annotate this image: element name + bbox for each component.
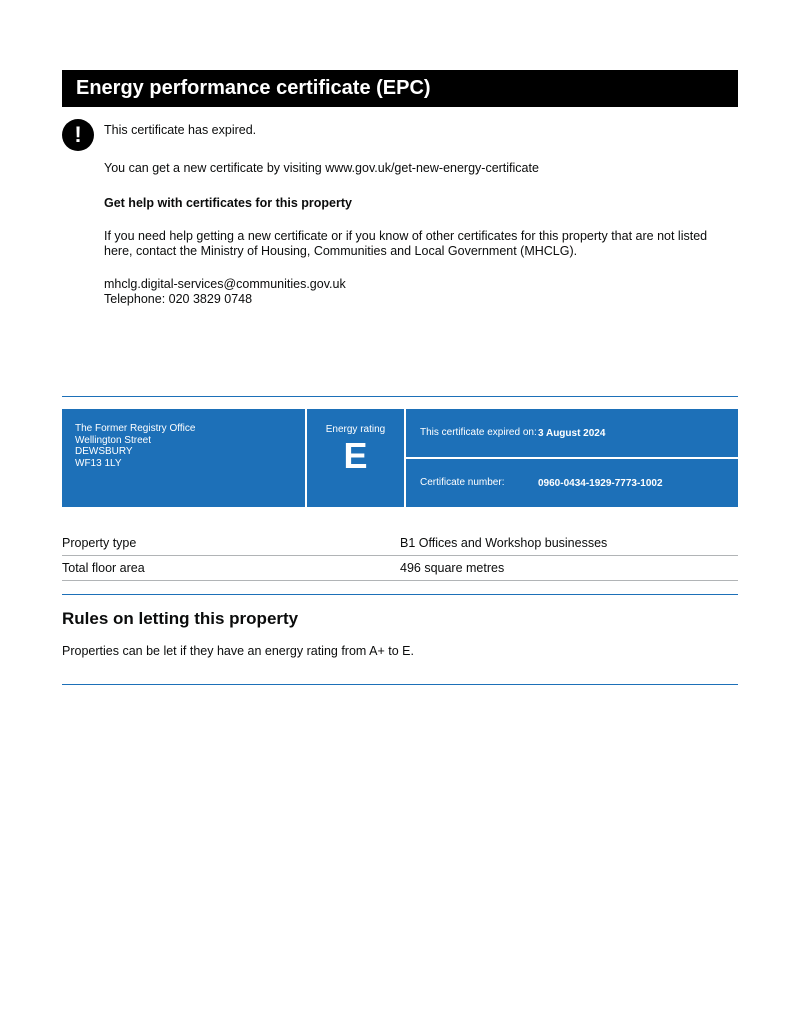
contact-email[interactable]: mhclg.digital-services@communities.gov.uk — [104, 277, 346, 291]
certificate-panel — [62, 409, 738, 507]
expiry-row — [406, 409, 738, 459]
summary-key: Total floor area — [62, 561, 145, 575]
certificate-number-row — [406, 459, 738, 507]
epc-page — [62, 70, 738, 685]
expiry-label: This certificate expired on: — [420, 427, 537, 439]
certificate-number: 0960-0434-1929-7773-1002 — [538, 477, 663, 489]
summary-value: B1 Offices and Workshop businesses — [400, 536, 608, 550]
energy-rating-value: E — [343, 435, 368, 476]
section-divider — [62, 684, 738, 685]
expiry-warning — [62, 119, 738, 307]
certificate-number-label: Certificate number: — [420, 477, 505, 489]
expired-text: This certificate has expired. — [104, 123, 257, 137]
address-line: WF13 1LY — [75, 457, 122, 469]
property-summary — [62, 531, 738, 581]
new-certificate-text: You can get a new certificate by visiting www.gov.uk/get-new-energy-certificate — [104, 161, 539, 175]
energy-rating-label: Energy rating — [325, 424, 386, 435]
rules-text: Properties can be let if they have an energy rating from A+ to E. — [62, 644, 414, 658]
section-divider — [62, 396, 738, 397]
expiry-date: 3 August 2024 — [538, 427, 606, 439]
address-line: The Former Registry Office — [75, 423, 196, 434]
address-line: Wellington Street — [75, 434, 151, 446]
property-address — [62, 409, 307, 507]
certificate-details — [406, 409, 738, 507]
help-heading: Get help with certificates for this property — [104, 196, 352, 210]
page-title: Energy performance certificate (EPC) — [62, 70, 738, 107]
rules-heading: Rules on letting this property — [62, 609, 299, 628]
summary-key: Property type — [62, 536, 137, 550]
help-text: If you need help getting a new certificate or if you know of other certificates for this property that are not listed here, contact the Ministry of Housing, Communities and Local Government (MHCLG). — [104, 229, 708, 258]
summary-row — [62, 556, 738, 581]
address-line: DEWSBURY — [75, 446, 133, 457]
summary-row — [62, 531, 738, 556]
summary-value: 496 square metres — [400, 561, 505, 575]
exclamation-icon: ! — [62, 119, 94, 151]
energy-rating-box — [307, 409, 406, 507]
section-divider — [62, 594, 738, 595]
contact-telephone: Telephone: 020 3829 0748 — [104, 292, 253, 306]
